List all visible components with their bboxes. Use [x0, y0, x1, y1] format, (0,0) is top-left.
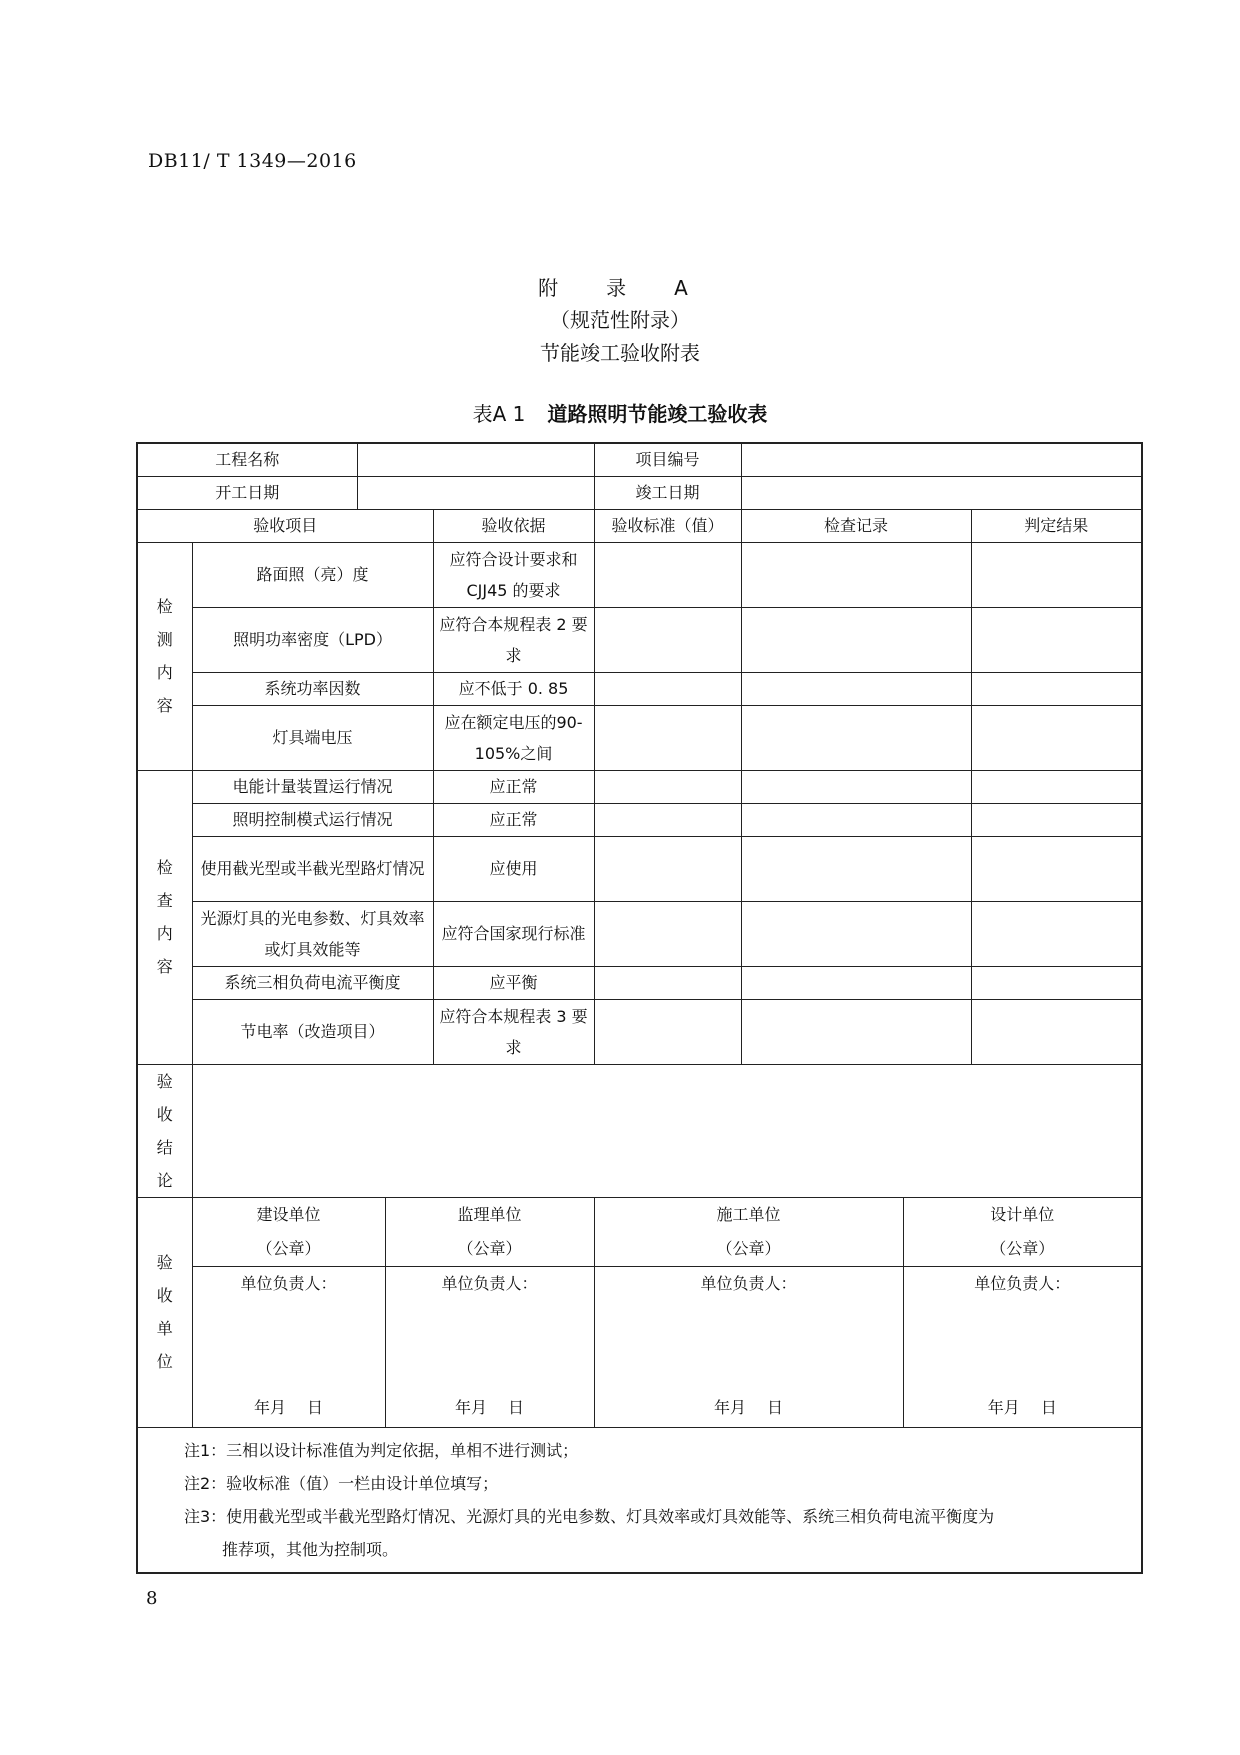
check-item: 系统三相负荷电流平衡度: [192, 966, 433, 999]
column-header: 判定结果: [971, 509, 1142, 542]
table-row: [137, 901, 1142, 966]
project-no-label: 项目编号: [594, 443, 741, 476]
date-label: 年月 日: [713, 1397, 784, 1417]
table-row: [137, 443, 1142, 476]
table-row: [137, 836, 1142, 901]
check-basis: 应不低于 0. 85: [433, 672, 594, 705]
table-caption: [0, 398, 1240, 427]
unit-name: 施工单位: [716, 1204, 781, 1224]
project-name-value[interactable]: [357, 443, 594, 476]
date-label: 年月 日: [987, 1397, 1057, 1417]
column-header: 验收标准（值）: [594, 509, 741, 542]
standard-cell[interactable]: [594, 542, 741, 607]
table-row: [137, 542, 1142, 607]
column-header: 验收项目: [137, 509, 433, 542]
standard-cell[interactable]: [594, 803, 741, 836]
standard-cell[interactable]: [594, 901, 741, 966]
check-basis: 应在额定电压的90-105%之间: [433, 705, 594, 770]
unit-header: [903, 1197, 1142, 1266]
record-cell[interactable]: [741, 999, 971, 1064]
record-cell[interactable]: [741, 901, 971, 966]
record-cell[interactable]: [741, 836, 971, 901]
result-cell[interactable]: [971, 966, 1142, 999]
appendix-label: 附 录 A: [538, 276, 702, 300]
acceptance-table: [136, 442, 1143, 1574]
detection-group-label: 检测内容: [137, 542, 192, 770]
standard-cell[interactable]: [594, 705, 741, 770]
standard-cell[interactable]: [594, 966, 741, 999]
start-date-label: 开工日期: [137, 476, 357, 509]
record-cell[interactable]: [741, 705, 971, 770]
responsible-label: 单位负责人：: [974, 1273, 1071, 1293]
completion-date-value[interactable]: [741, 476, 1142, 509]
check-basis: 应符合国家现行标准: [433, 901, 594, 966]
result-cell[interactable]: [971, 672, 1142, 705]
date-label: 年月 日: [253, 1397, 324, 1417]
notes-row: [137, 1427, 1142, 1573]
table-row: [137, 999, 1142, 1064]
unit-seal: （公章）: [256, 1238, 321, 1258]
units-label: 验收单位: [137, 1197, 192, 1427]
note: 注2：验收标准（值）一栏由设计单位填写；: [184, 1473, 499, 1493]
unit-header: [385, 1197, 594, 1266]
signature-cell[interactable]: [192, 1266, 385, 1427]
table-row: [137, 476, 1142, 509]
signature-cell[interactable]: [903, 1266, 1142, 1427]
result-cell[interactable]: [971, 542, 1142, 607]
start-date-value[interactable]: [357, 476, 594, 509]
notes-cell: [137, 1427, 1142, 1573]
standard-cell[interactable]: [594, 999, 741, 1064]
record-cell[interactable]: [741, 966, 971, 999]
table-row: [137, 672, 1142, 705]
check-basis: 应平衡: [433, 966, 594, 999]
signature-cell[interactable]: [594, 1266, 903, 1427]
check-item: 节电率（改造项目）: [192, 999, 433, 1064]
check-basis: 应正常: [433, 770, 594, 803]
record-cell[interactable]: [741, 803, 971, 836]
check-item: 电能计量装置运行情况: [192, 770, 433, 803]
check-item: 照明功率密度（LPD）: [192, 607, 433, 672]
check-item: 路面照（亮）度: [192, 542, 433, 607]
unit-header: [192, 1197, 385, 1266]
standard-cell[interactable]: [594, 607, 741, 672]
signature-cell[interactable]: [385, 1266, 594, 1427]
record-cell[interactable]: [741, 607, 971, 672]
page-number: 8: [146, 1588, 158, 1609]
document-code: DB11/ T 1349—2016: [148, 150, 357, 172]
note: 注1：三相以设计标准值为判定依据，单相不进行测试；: [184, 1440, 579, 1460]
result-cell[interactable]: [971, 836, 1142, 901]
column-header: 验收依据: [433, 509, 594, 542]
appendix-title: 节能竣工验收附表: [540, 341, 700, 365]
unit-seal: （公章）: [716, 1238, 781, 1258]
project-name-label: 工程名称: [137, 443, 357, 476]
table-title: 道路照明节能竣工验收表: [547, 402, 768, 426]
result-cell[interactable]: [971, 803, 1142, 836]
table-header-row: [137, 509, 1142, 542]
unit-seal: （公章）: [457, 1238, 522, 1258]
record-cell[interactable]: [741, 770, 971, 803]
unit-header: [594, 1197, 903, 1266]
check-item: 使用截光型或半截光型路灯情况: [192, 836, 433, 901]
unit-seal: （公章）: [990, 1238, 1055, 1258]
result-cell[interactable]: [971, 901, 1142, 966]
table-row: [137, 770, 1142, 803]
conclusion-cell[interactable]: [192, 1064, 1142, 1197]
check-item: 系统功率因数: [192, 672, 433, 705]
table-row: [137, 705, 1142, 770]
result-cell[interactable]: [971, 607, 1142, 672]
standard-cell[interactable]: [594, 770, 741, 803]
check-basis: 应使用: [433, 836, 594, 901]
result-cell[interactable]: [971, 999, 1142, 1064]
responsible-label: 单位负责人：: [700, 1273, 797, 1293]
project-no-value[interactable]: [741, 443, 1142, 476]
table-row: [137, 1197, 1142, 1266]
table-number: 表A 1: [472, 402, 526, 426]
appendix-normative: （规范性附录）: [550, 308, 690, 332]
table-row: [137, 1266, 1142, 1427]
check-basis: 应符合本规程表 3 要求: [433, 999, 594, 1064]
check-item: 照明控制模式运行情况: [192, 803, 433, 836]
standard-cell[interactable]: [594, 836, 741, 901]
unit-name: 监理单位: [457, 1204, 522, 1224]
column-header: 检查记录: [741, 509, 971, 542]
standard-cell[interactable]: [594, 672, 741, 705]
responsible-label: 单位负责人：: [240, 1273, 337, 1293]
inspection-group-label: 检查内容: [137, 770, 192, 1064]
unit-name: 设计单位: [990, 1204, 1055, 1224]
result-cell[interactable]: [971, 770, 1142, 803]
check-item: 灯具端电压: [192, 705, 433, 770]
check-item: 光源灯具的光电参数、灯具效率或灯具效能等: [192, 901, 433, 966]
table-row: [137, 607, 1142, 672]
conclusion-label: 验收结论: [137, 1064, 192, 1197]
result-cell[interactable]: [971, 705, 1142, 770]
responsible-label: 单位负责人：: [441, 1273, 538, 1293]
note: 注3：使用截光型或半截光型路灯情况、光源灯具的光电参数、灯具效率或灯具效能等、系统三相负荷电流平衡度为: [184, 1506, 995, 1526]
note: 推荐项，其他为控制项。: [222, 1539, 399, 1559]
table-row: [137, 1064, 1142, 1197]
table-row: [137, 966, 1142, 999]
completion-date-label: 竣工日期: [594, 476, 741, 509]
record-cell[interactable]: [741, 542, 971, 607]
check-basis: 应符合本规程表 2 要求: [433, 607, 594, 672]
unit-name: 建设单位: [256, 1204, 321, 1224]
date-label: 年月 日: [454, 1397, 525, 1417]
check-basis: 应正常: [433, 803, 594, 836]
record-cell[interactable]: [741, 672, 971, 705]
table-row: [137, 803, 1142, 836]
check-basis: 应符合设计要求和CJJ45 的要求: [433, 542, 594, 607]
